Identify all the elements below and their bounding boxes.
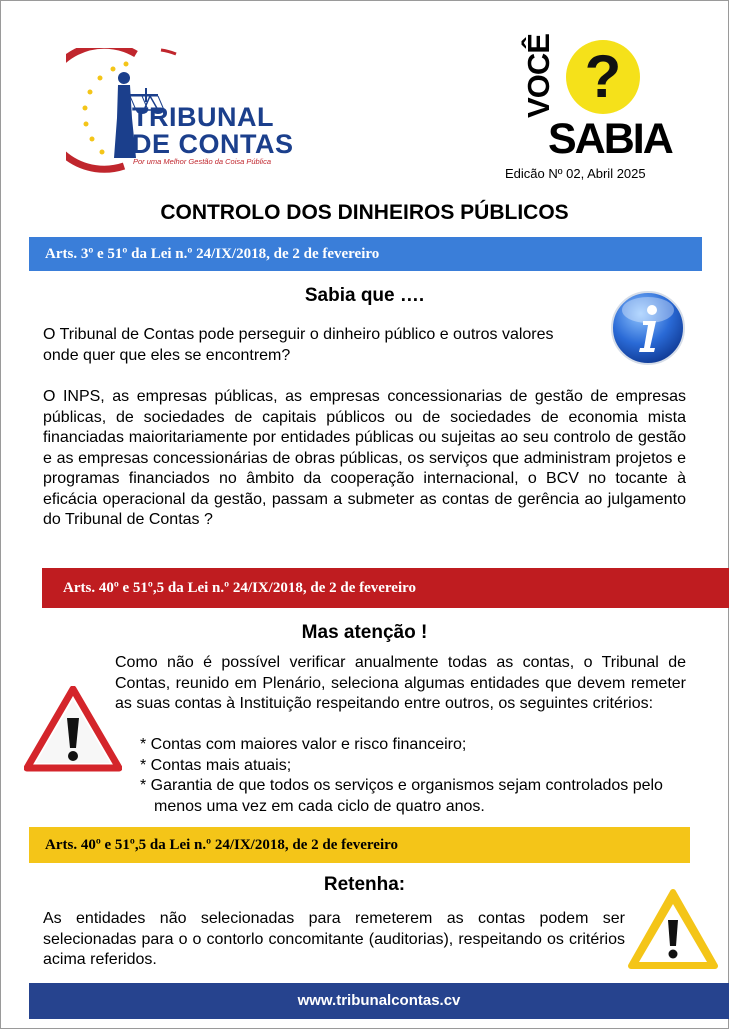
section3-paragraph: As entidades não selecionadas para remeterem as contas podem ser selecionadas para o o contorlo concomitante (auditorias), respeitando os critérios acima referidos. bbox=[43, 910, 625, 968]
section2-band-text: Arts. 40º e 51º,5 da Lei n.º 24/IX/2018, de 2 de fevereiro bbox=[63, 580, 417, 596]
section1-heading: Sabia que …. bbox=[304, 285, 425, 306]
edition-label: Edicão Nº 02, Abril 2025 bbox=[505, 166, 646, 181]
list-item: * Contas com maiores valor e risco financeiro; bbox=[140, 736, 467, 753]
warning-triangle-icon bbox=[24, 686, 122, 772]
logo-tagline: Por uma Melhor Gestão da Coisa Pública bbox=[133, 157, 271, 166]
badge-sabia: SABIA bbox=[548, 115, 672, 163]
section3-band bbox=[29, 827, 690, 863]
section2-paragraph: Como não é possível verificar anualmente todas as contas, o Tribunal de Contas, reunido em Plenário, seleciona algumas entidades que devem remeter as suas contas à Instituição respeitando entre outros, os seguintes critérios: bbox=[115, 654, 686, 712]
section2-heading: Mas atenção ! bbox=[301, 622, 428, 643]
section1-paragraph1: O Tribunal de Contas pode perseguir o dinheiro público e outros valores onde quer que eles se encontrem? bbox=[43, 326, 554, 364]
list-item: * Garantia de que todos os serviços e organismos sejam controlados pelo menos uma vez em cada ciclo de quatro anos. bbox=[140, 777, 663, 815]
list-item: * Contas mais atuais; bbox=[140, 756, 292, 774]
footer-website-link[interactable]: www.tribunalcontas.cv bbox=[297, 992, 461, 1009]
section1-band-text: Arts. 3º e 51º da Lei n.º 24/IX/2018, de 2 de fevereiro bbox=[45, 246, 380, 262]
section3-band-text: Arts. 40º e 51º,5 da Lei n.º 24/IX/2018, de 2 de fevereiro bbox=[45, 837, 399, 853]
section1-band bbox=[29, 237, 702, 271]
section1-paragraph2: O INPS, as empresas públicas, as empresas concessionarias de gestão de empresas públicas, de sociedades de capitais públicos ou de sociedades de economia mista financiadas maioritariamente por entidades públicas ou sujeitas ao seu controlo de gestão e as empresas concessionárias de obras públicas, os serviços que administram projetos e programas financiados no âmbito da cooperação internacional, o BCV no tocante à eficácia operacional da gestão, passam a submeter as contas de gerência ao julgamento do Tribunal de Contas ? bbox=[43, 388, 686, 528]
question-mark: ? bbox=[584, 43, 622, 110]
logo-title-line2: DE CONTAS bbox=[132, 129, 294, 159]
logo-title-line1: TRIBUNAL bbox=[132, 102, 274, 132]
section2-band bbox=[42, 568, 729, 608]
caution-triangle-icon bbox=[627, 888, 719, 972]
page-title: CONTROLO DOS DINHEIROS PÚBLICOS bbox=[160, 201, 569, 224]
badge-voce: VOCÊ bbox=[521, 34, 556, 118]
info-icon bbox=[610, 290, 686, 366]
section3-heading: Retenha: bbox=[323, 874, 406, 895]
section2-criteria-list bbox=[140, 735, 685, 817]
